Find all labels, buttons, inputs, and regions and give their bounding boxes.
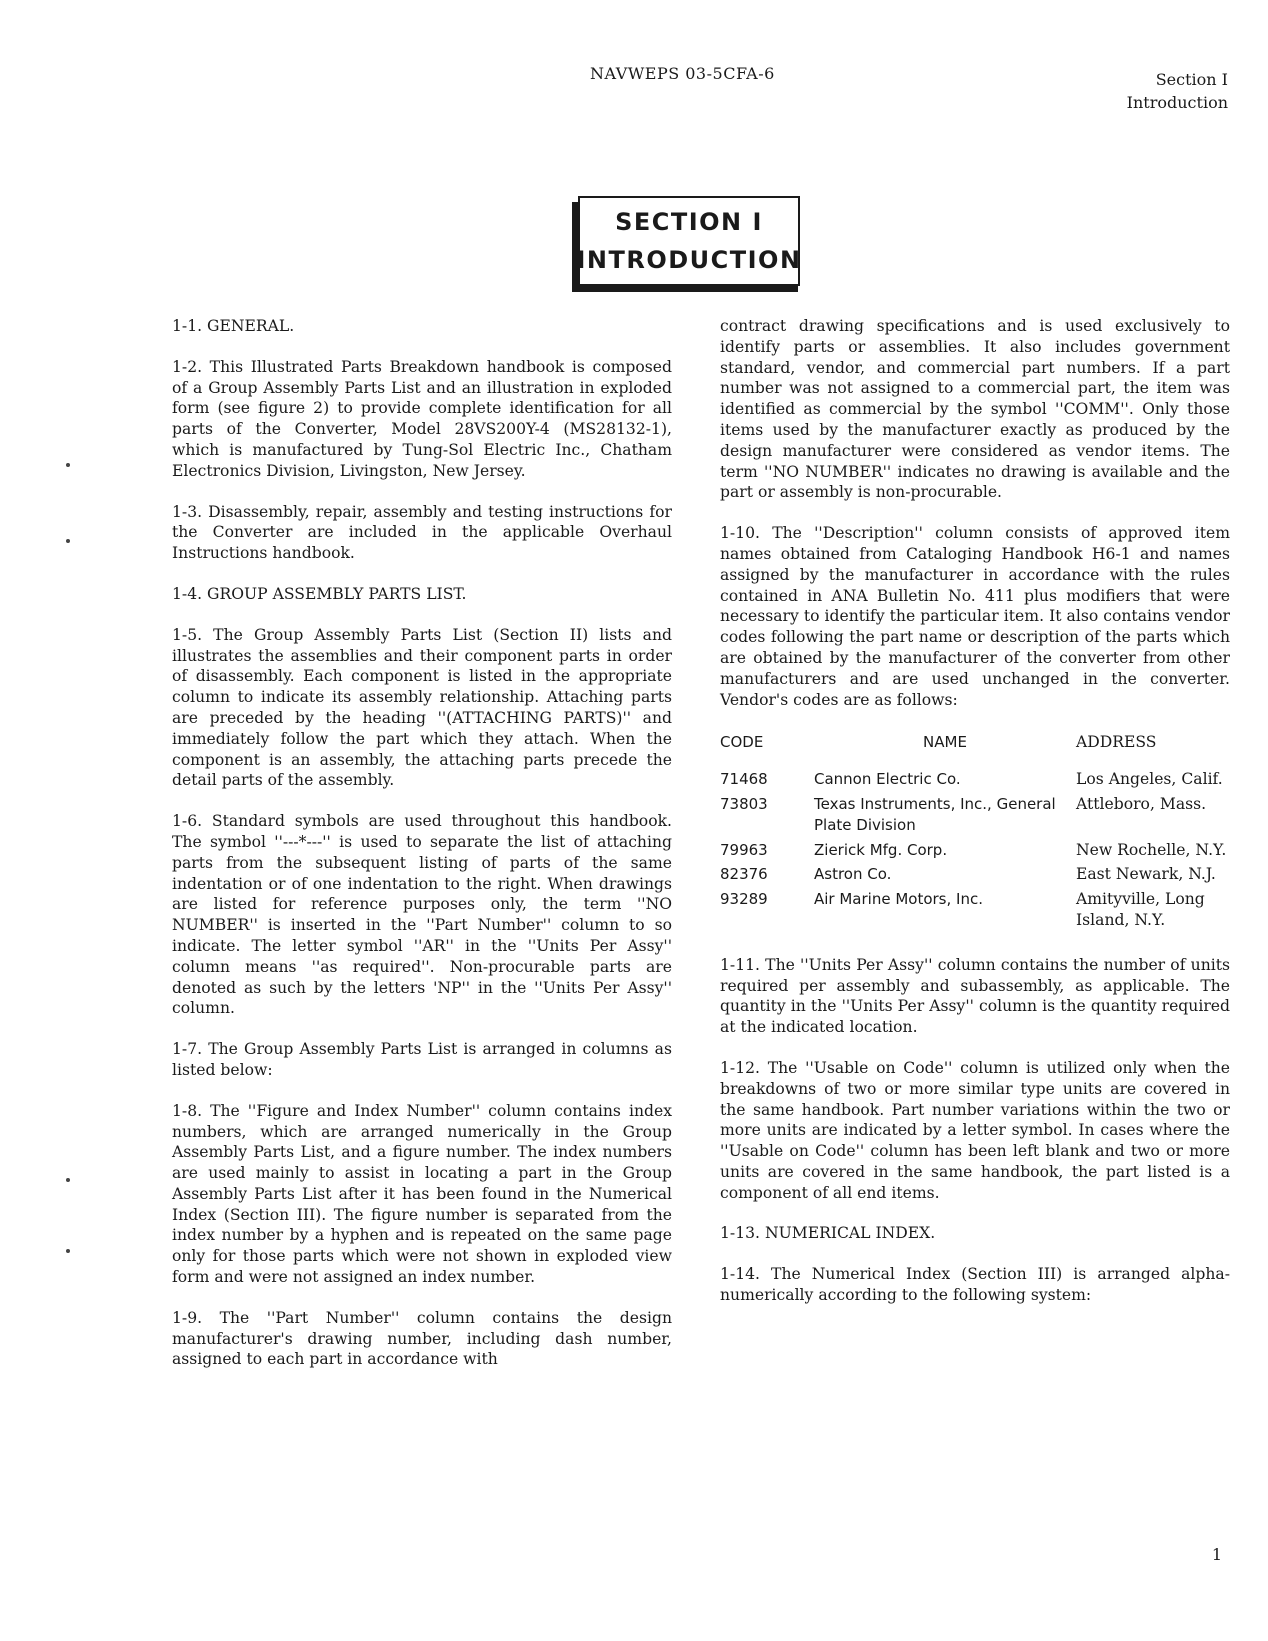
section-title-line1: SECTION I bbox=[615, 208, 763, 236]
para-1-9-cont: contract drawing specifications and is used exclusively to identify parts or assemblies. It also includes government standard, vendor, and commercial part numbers. If a part number was not assigned to a commercial part, the item was identified as commercial by the symbol ''COMM''. Only those items used by the manufacturer exactly as produced by the design manufacturer were considered as vendor items. The term ''NO NUMBER'' indicates no drawing is available and the part or assembly is non-procurable. bbox=[720, 317, 1230, 502]
section-header bbox=[1127, 68, 1228, 114]
para-1-11: 1-11. The ''Units Per Assy'' column contains the number of units required per assembly and subassembly, as applicable. The quantity in the ''Units Per Assy'' column is the quantity required at the indicated location. bbox=[720, 955, 1230, 1037]
vendor-code: 79963 bbox=[720, 840, 768, 859]
col-header-code: CODE bbox=[720, 733, 764, 752]
table-row bbox=[720, 840, 1230, 865]
table-row bbox=[720, 794, 1230, 840]
vendor-code: 71468 bbox=[720, 770, 768, 789]
scan-mark-dot bbox=[66, 539, 70, 543]
vendor-address: Attleboro, Mass. bbox=[1076, 794, 1207, 813]
vendor-code: 82376 bbox=[720, 865, 768, 884]
para-1-7: 1-7. The Group Assembly Parts List is arranged in columns as listed below: bbox=[172, 1040, 672, 1079]
para-1-13: 1-13. NUMERICAL INDEX. bbox=[720, 1224, 936, 1243]
para-1-4: 1-4. GROUP ASSEMBLY PARTS LIST. bbox=[172, 584, 467, 603]
col-header-name: NAME bbox=[923, 733, 967, 752]
para-1-6: 1-6. Standard symbols are used throughout this handbook. The symbol ''---*---'' is used to separate the list of attaching parts from the subsequent listing of parts of the same indentation or of one indentation to the right. When drawings are listed for reference purposes only, the term ''NO NUMBER'' is inserted in the ''Part Number'' column to so indicate. The letter symbol ''AR'' in the ''Units Per Assy'' column means ''as required''. Non-procurable parts are denoted as such by the letters 'NP'' in the ''Units Per Assy'' column. bbox=[172, 812, 672, 1018]
scan-mark-dot bbox=[66, 463, 70, 467]
vendor-name: Cannon Electric Co. bbox=[814, 770, 961, 789]
table-row bbox=[720, 889, 1230, 935]
vendor-address: New Rochelle, N.Y. bbox=[1076, 840, 1227, 859]
para-1-10: 1-10. The ''Description'' column consists of approved item names obtained from Cataloging Handbook H6-1 and names assigned by the manufacturer in accordance with the rules contained in ANA Bulletin No. 411 plus modifiers that were necessary to identify the particular item. It also contains vendor codes following the part name or description of the parts which are obtained by the manufacturer of the converter from other manufacturers and are used unchanged in the converter. Vendor's codes are as follows: bbox=[720, 524, 1230, 709]
title-box-frame bbox=[578, 196, 800, 286]
section-title-line2: INTRODUCTION bbox=[576, 246, 802, 274]
para-1-1: 1-1. GENERAL. bbox=[172, 317, 295, 335]
vendor-name: Zierick Mfg. Corp. bbox=[814, 840, 948, 859]
left-column bbox=[172, 316, 672, 1390]
vendor-name: Air Marine Motors, Inc. bbox=[814, 890, 983, 909]
document-number: NAVWEPS 03-5CFA-6 bbox=[590, 64, 775, 83]
vendor-address: Amityville, Long Island, N.Y. bbox=[1076, 890, 1205, 929]
section-title-box bbox=[572, 196, 802, 292]
scan-mark-dot bbox=[66, 1249, 70, 1253]
section-sublabel: Introduction bbox=[1126, 93, 1228, 112]
page-number: 1 bbox=[1211, 1545, 1222, 1564]
para-1-2: 1-2. This Illustrated Parts Breakdown handbook is composed of a Group Assembly Parts List and an illustration in exploded form (see figure 2) to provide complete identification for all parts of the Converter, Model 28VS200Y-4 (MS28132-1), which is manufactured by Tung-Sol Electric Inc., Chatham Electronics Division, Livingston, New Jersey. bbox=[172, 357, 672, 480]
vendor-address: Los Angeles, Calif. bbox=[1076, 770, 1223, 789]
para-1-12: 1-12. The ''Usable on Code'' column is utilized only when the breakdowns of two or more similar type units are covered in the same handbook. Part number variations within the two or more units are indicated by a letter symbol. In cases where the ''Usable on Code'' column has been left blank and two or more units are covered in the same handbook, the part listed is a component of all end items. bbox=[720, 1058, 1230, 1202]
vendor-name: Texas Instruments, Inc., General Plate Division bbox=[814, 794, 1056, 834]
para-1-14: 1-14. The Numerical Index (Section III) is arranged alpha-numerically according to the following system: bbox=[720, 1265, 1230, 1305]
para-1-5: 1-5. The Group Assembly Parts List (Section II) lists and illustrates the assemblies and their component parts in order of disassembly. Each component is listed in the appropriate column to indicate its assembly relationship. Attaching parts are preceded by the heading ''(ATTACHING PARTS)'' and immediately follow the part which they attach. When the component is an assembly, the attaching parts precede the detail parts of the assembly. bbox=[172, 625, 672, 790]
section-label: Section I bbox=[1155, 70, 1228, 89]
para-1-9: 1-9. The ''Part Number'' column contains the design manufacturer's drawing number, including dash number, assigned to each part in accordance with bbox=[172, 1308, 672, 1369]
vendor-code: 93289 bbox=[720, 890, 768, 909]
table-row bbox=[720, 769, 1230, 794]
table-header-row bbox=[720, 732, 1230, 769]
table-row bbox=[720, 864, 1230, 889]
right-column bbox=[720, 316, 1230, 1326]
col-header-address: ADDRESS bbox=[1076, 733, 1157, 752]
vendor-code-table bbox=[720, 732, 1230, 934]
para-1-3: 1-3. Disassembly, repair, assembly and testing instructions for the Converter are included in the applicable Overhaul Instructions handbook. bbox=[172, 502, 672, 563]
para-1-8: 1-8. The ''Figure and Index Number'' column contains index numbers, which are arranged numerically in the Group Assembly Parts List, and a figure number. The index numbers are used mainly to assist in locating a part in the Group Assembly Parts List after it has been found in the Numerical Index (Section III). The figure number is separated from the index number by a hyphen and is repeated on the same page only for those parts which were not shown in exploded view form and were not assigned an index number. bbox=[172, 1101, 672, 1287]
vendor-code: 73803 bbox=[720, 794, 768, 813]
vendor-address: East Newark, N.J. bbox=[1076, 865, 1216, 884]
scan-mark-dot bbox=[66, 1178, 70, 1182]
vendor-name: Astron Co. bbox=[814, 865, 892, 884]
